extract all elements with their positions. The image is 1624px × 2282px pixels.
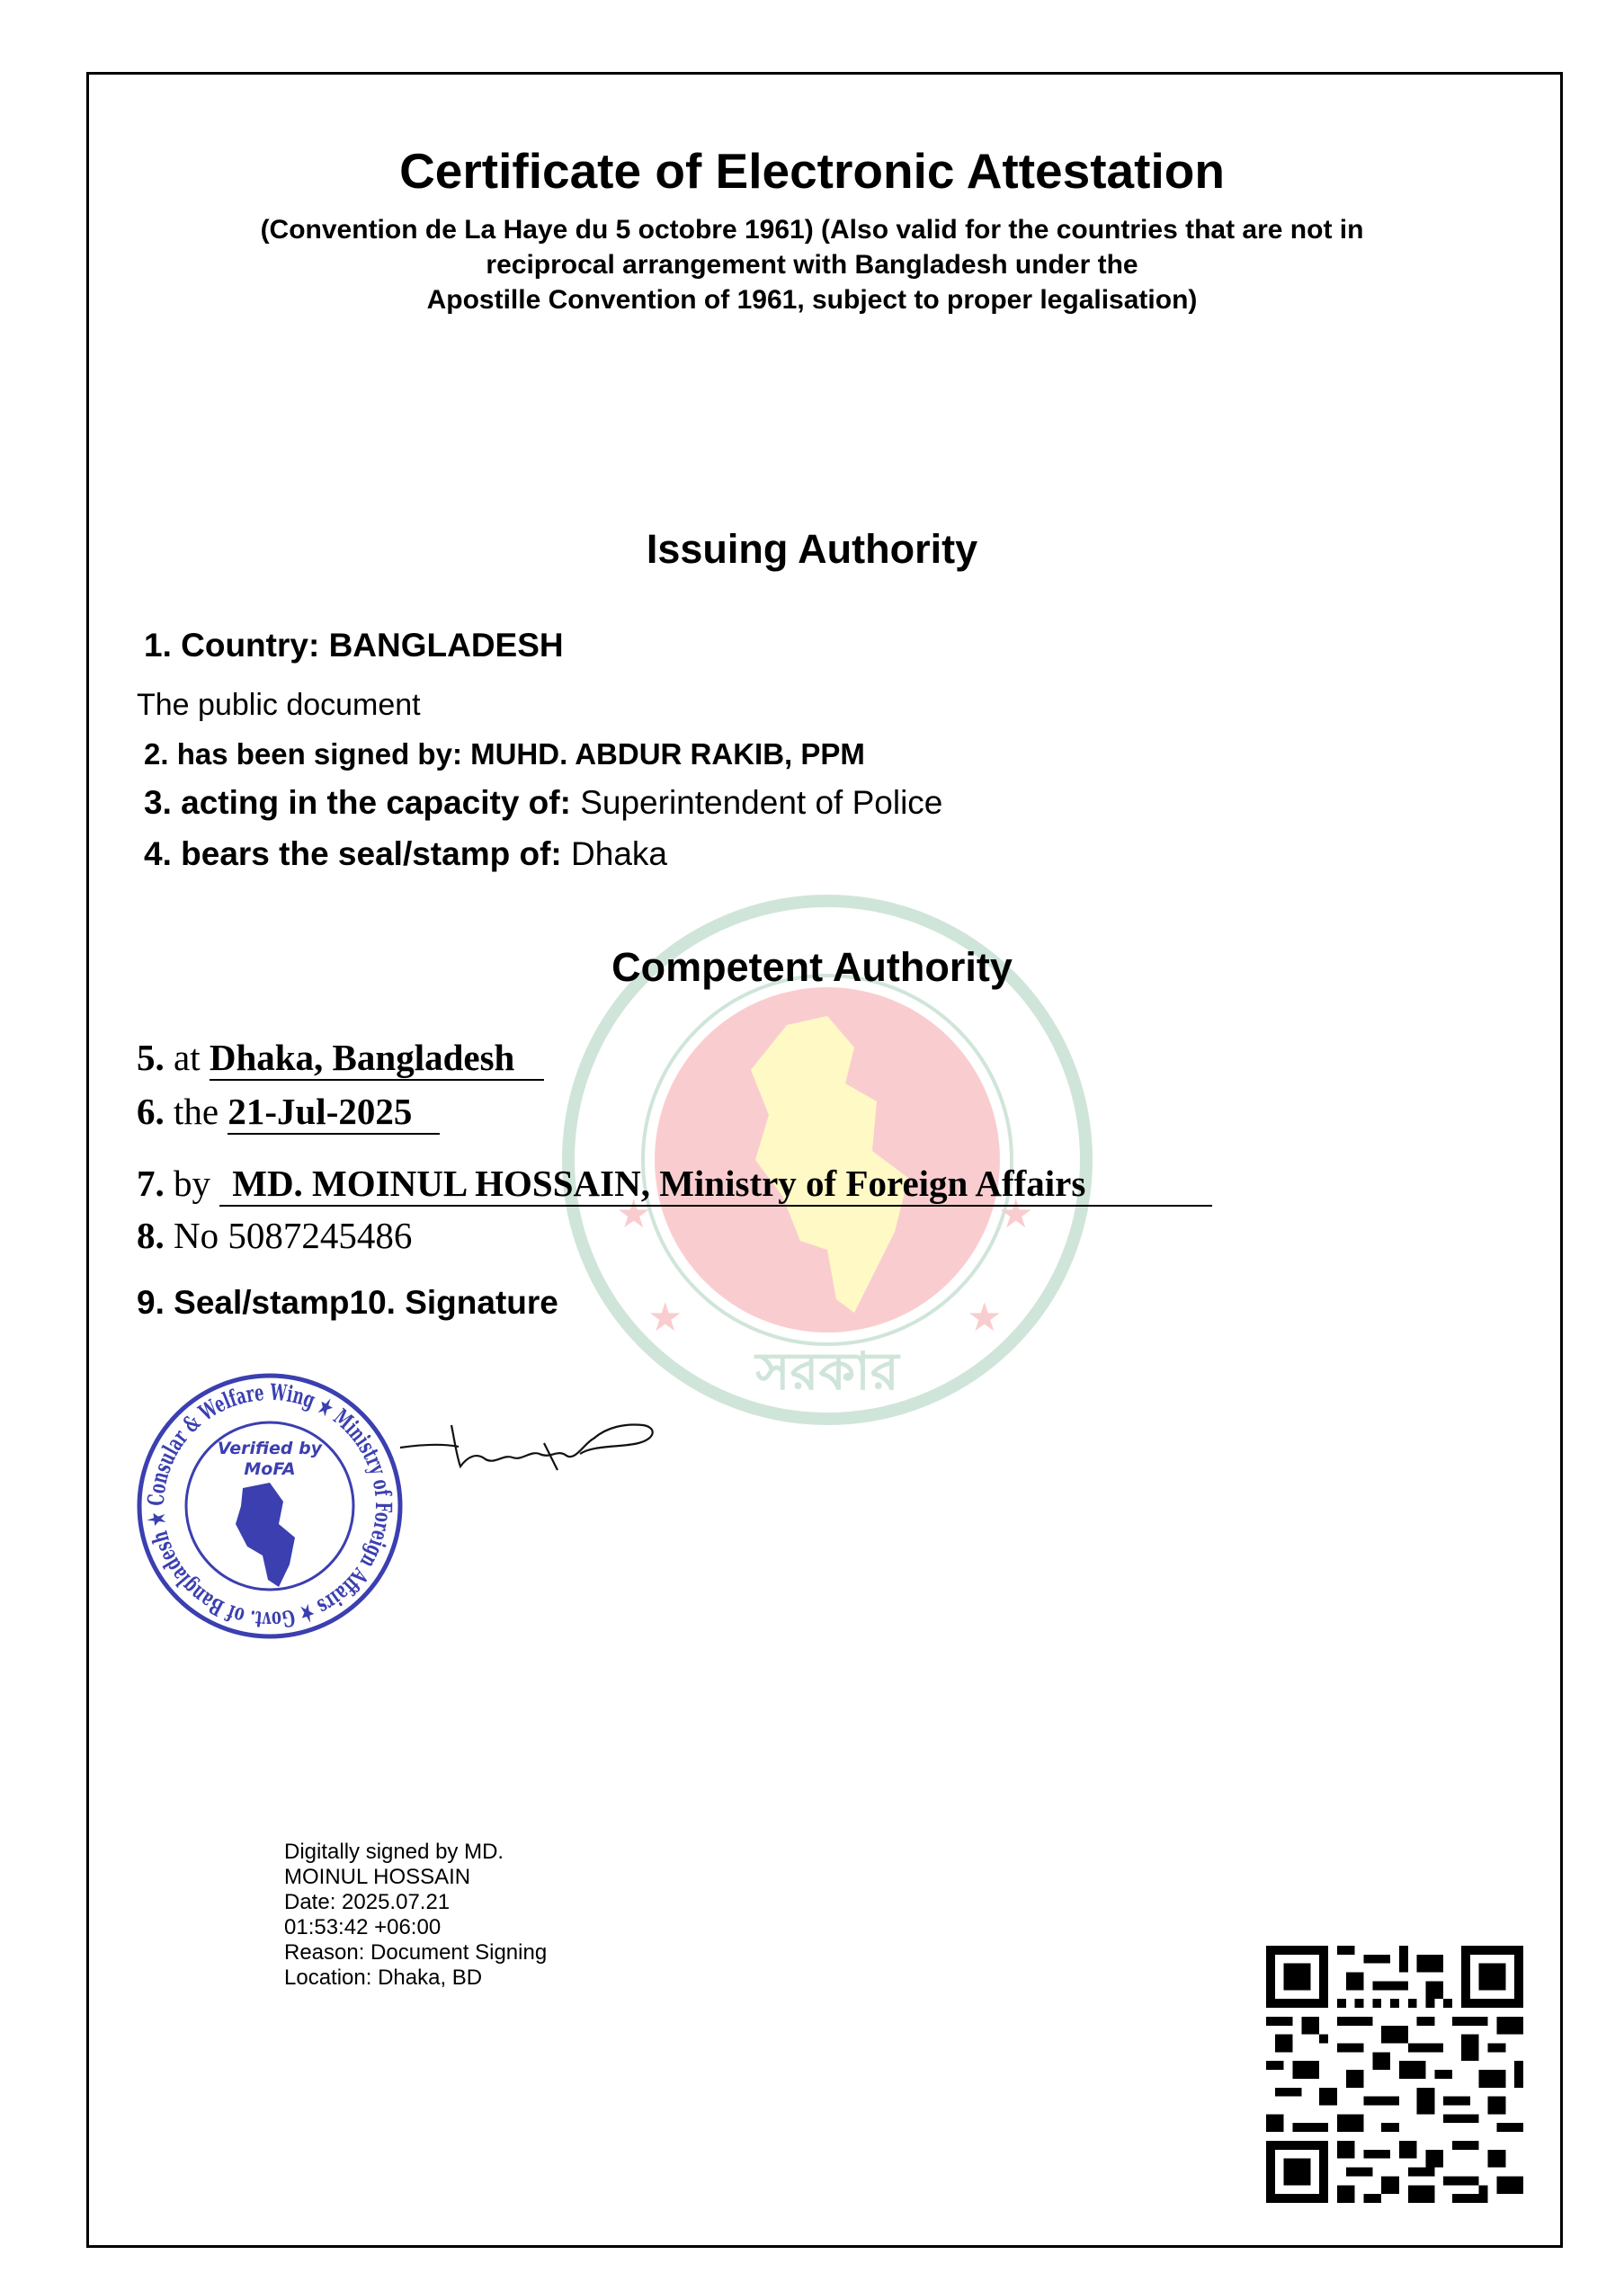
number-number: 8.	[137, 1215, 165, 1256]
svg-text:★: ★	[647, 1295, 683, 1341]
date-value: 21-Jul-2025	[228, 1090, 440, 1135]
issuing-authority-heading: Issuing Authority	[646, 526, 978, 572]
capacity-row	[144, 784, 942, 822]
signed-by-row	[144, 737, 865, 771]
by-row	[137, 1162, 1212, 1207]
subtitle-line: Apostille Convention of 1961, subject to proper legalisation)	[426, 285, 1198, 315]
at-value: Dhaka, Bangladesh	[210, 1036, 544, 1081]
number-value: 5087245486	[228, 1215, 413, 1256]
country-value: BANGLADESH	[328, 627, 564, 664]
digital-signature-line: Digitally signed by MD.	[284, 1840, 504, 1864]
qr-code-icon[interactable]	[1266, 1946, 1523, 2203]
watermark-bottom-text: সরকার	[755, 1341, 899, 1402]
by-number: 7.	[137, 1163, 165, 1204]
subtitle-line: reciprocal arrangement with Bangladesh under the	[486, 250, 1138, 280]
digital-signature-line: Location: Dhaka, BD	[284, 1966, 483, 1990]
by-value: MD. MOINUL HOSSAIN, Ministry of Foreign Affairs	[219, 1162, 1212, 1207]
svg-text:★: ★	[998, 1191, 1034, 1237]
country-row	[144, 627, 564, 664]
date-row	[137, 1090, 440, 1135]
capacity-value: Superintendent of Police	[580, 784, 943, 821]
digital-signature-line: Reason: Document Signing	[284, 1940, 548, 1965]
at-row	[137, 1036, 544, 1081]
capacity-label: 3. acting in the capacity of:	[144, 784, 571, 821]
number-label: No	[174, 1215, 219, 1256]
mofa-stamp	[135, 1371, 405, 1641]
digital-signature-line: MOINUL HOSSAIN	[284, 1865, 471, 1889]
signed-by-value: MUHD. ABDUR RAKIB, PPM	[470, 737, 865, 771]
number-row	[137, 1214, 412, 1257]
by-label: by	[174, 1163, 210, 1204]
seal-signature-label: 9. Seal/stamp10. Signature	[137, 1284, 558, 1321]
subtitle	[0, 212, 1624, 317]
seal-value: Dhaka	[571, 835, 667, 872]
seal-row	[144, 835, 667, 873]
page-title: Certificate of Electronic Attestation	[399, 143, 1225, 199]
digital-signature-line: Date: 2025.07.21	[284, 1890, 451, 1914]
date-number: 6.	[137, 1091, 165, 1132]
digital-signature-block	[284, 1840, 547, 1991]
stamp-mofa-text: MoFA	[244, 1459, 296, 1479]
stamp-verified-text: Verified by	[217, 1439, 323, 1458]
handwritten-signature	[396, 1407, 665, 1488]
at-number: 5.	[137, 1037, 165, 1078]
at-label: at	[174, 1037, 201, 1078]
subtitle-line: (Convention de La Haye du 5 octobre 1961) (Also valid for the countries that are not in	[260, 215, 1364, 245]
competent-authority-heading: Competent Authority	[611, 944, 1013, 990]
public-document-text: The public document	[137, 688, 421, 722]
country-label: 1. Country:	[144, 627, 320, 664]
stamp-ring-text: Consular & Welfare Wing ★ Ministry of Foreign Affairs ★ Govt. of Bangladesh ★	[142, 1378, 397, 1634]
svg-text:★: ★	[967, 1295, 1003, 1341]
date-label: the	[174, 1091, 219, 1132]
signed-by-label: 2. has been signed by:	[144, 737, 462, 771]
svg-text:★: ★	[616, 1191, 652, 1237]
seal-label: 4. bears the seal/stamp of:	[144, 835, 562, 872]
digital-signature-line: 01:53:42 +06:00	[284, 1915, 442, 1939]
